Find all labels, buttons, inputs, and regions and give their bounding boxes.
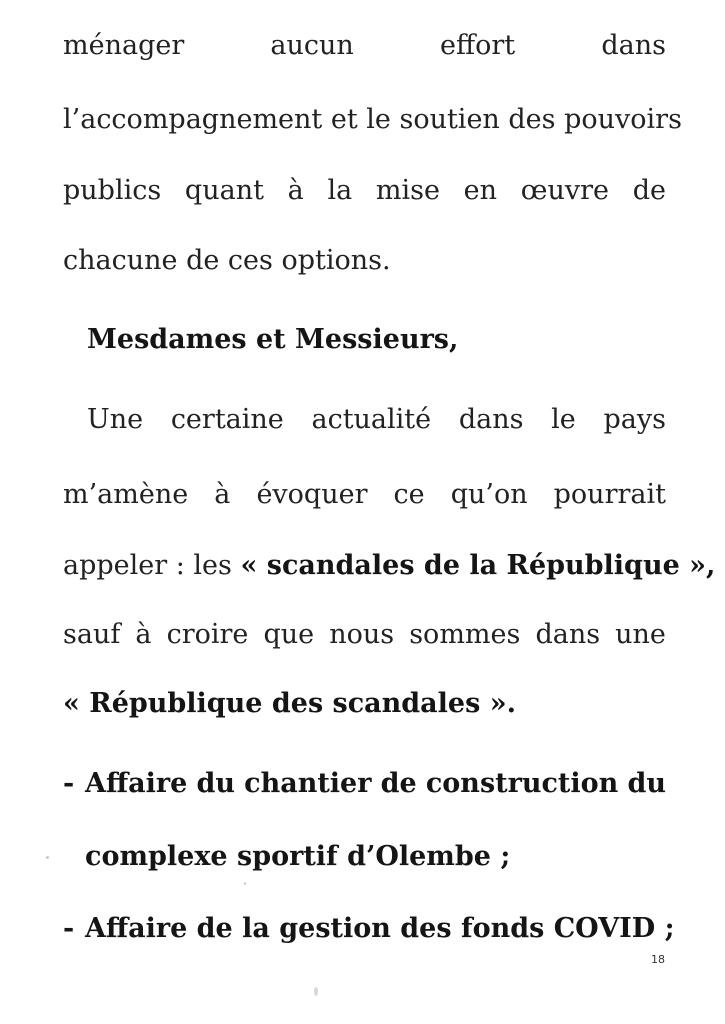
word: nous <box>329 619 395 650</box>
word: mise <box>375 175 440 206</box>
word: effort <box>439 30 516 61</box>
page-number: 18 <box>651 953 665 966</box>
paragraph-line-2 <box>63 477 666 513</box>
word: m’amène <box>63 479 189 510</box>
word: pays <box>603 404 666 435</box>
word: construction <box>425 768 619 799</box>
word: Affaire <box>85 768 188 799</box>
list-item-text: Affaire de la gestion des fonds COVID ; <box>85 913 675 944</box>
list-item-continuation: complexe sportif d’Olembe ; <box>85 841 511 872</box>
word: du <box>627 768 666 799</box>
word: dans <box>601 30 666 61</box>
word: actualité <box>311 404 432 435</box>
word: en <box>463 175 498 206</box>
list-item <box>63 911 675 947</box>
word: le <box>551 404 576 435</box>
word: sommes <box>409 619 521 650</box>
word: du <box>196 768 235 799</box>
text-line-2: l’accompagnement et le soutien des pouvoirs <box>63 104 682 135</box>
word: à <box>135 619 152 650</box>
paragraph-line-3 <box>63 548 716 584</box>
word: dans <box>535 619 601 650</box>
word: qu’on <box>450 479 528 510</box>
word: une <box>615 619 666 650</box>
scan-speck <box>244 882 246 885</box>
word: de <box>380 768 417 799</box>
emphasis-republique-scandales: « République des scandales ». <box>63 688 516 719</box>
word: à <box>214 479 231 510</box>
text-line-4: chacune de ces options. <box>63 245 391 276</box>
text-segment: appeler : les <box>63 550 241 581</box>
salutation-heading: Mesdames et Messieurs, <box>87 324 459 355</box>
word: ce <box>393 479 425 510</box>
word: quant <box>184 175 264 206</box>
text-line-3 <box>63 173 666 209</box>
word: pourrait <box>553 479 666 510</box>
list-dash: - <box>63 913 75 944</box>
word: que <box>263 619 315 650</box>
text-line-1 <box>63 28 666 64</box>
word: dans <box>458 404 524 435</box>
word: croire <box>166 619 249 650</box>
scan-speck <box>46 856 49 859</box>
word: publics <box>63 175 162 206</box>
word: certaine <box>170 404 284 435</box>
paragraph-line-1 <box>87 402 666 438</box>
word: œuvre <box>520 175 609 206</box>
word: la <box>327 175 353 206</box>
paragraph-line-4 <box>63 617 666 653</box>
emphasis-scandales-republique: « scandales de la République », <box>240 550 716 581</box>
word: Une <box>87 404 144 435</box>
list-dash: - <box>63 768 75 799</box>
word: sauf <box>63 619 121 650</box>
list-item <box>63 766 666 802</box>
word: aucun <box>270 30 354 61</box>
word: de <box>632 175 666 206</box>
word: ménager <box>63 30 185 61</box>
word: à <box>287 175 304 206</box>
word: chantier <box>244 768 372 799</box>
word: évoquer <box>256 479 368 510</box>
scan-speck <box>314 987 318 996</box>
